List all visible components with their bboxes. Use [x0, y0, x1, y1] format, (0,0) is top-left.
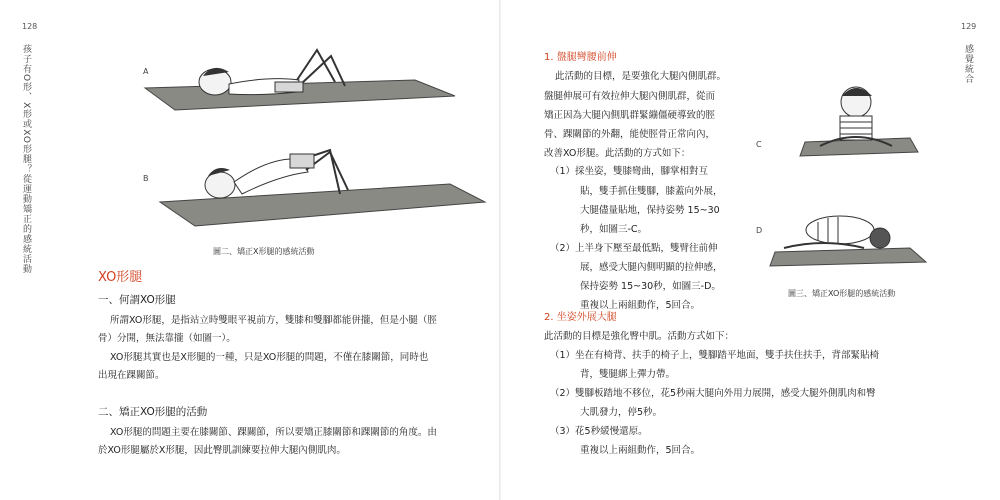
exercise-illustration-c — [800, 80, 920, 170]
figure-caption: 圖二、矯正X形腿的感統活動 — [213, 247, 315, 256]
right-page — [500, 0, 1000, 500]
paragraph-line: 骨、踝關節的外翻，能使脛骨正常向內， — [544, 129, 716, 140]
paragraph-line: 盤腿伸展可有效拉伸大腿內側肌群，從而 — [544, 91, 716, 102]
paragraph-line: XO形腿的問題主要在膝關節、踝關節，所以要矯正膝關節和踝關節的角度。由 — [110, 427, 437, 438]
figure-label-b: B — [143, 174, 149, 183]
step-line: 重複以上兩組動作，5回合。 — [580, 300, 701, 311]
step-line: 秒，如圖三-C。 — [580, 224, 648, 235]
step-line: 大腿儘量貼地，保持姿勢 15~30 — [580, 205, 720, 216]
figure-label-c: C — [756, 140, 762, 149]
figure-label-a: A — [143, 67, 149, 76]
step-line: （2）雙腳板踏地不移位，花5秒兩大腿向外用力展開，感受大腿外側肌肉和臀 — [550, 388, 876, 399]
step-line: （1）坐在有椅背、扶手的椅子上，雙腳踏平地面，雙手扶住扶手，背部緊貼椅 — [550, 350, 880, 361]
step-line: （3）花5秒緩慢還原。 — [550, 426, 648, 437]
section-title: XO形腿 — [98, 270, 143, 285]
page-number: 129 — [961, 22, 977, 31]
step-line: 重複以上兩組動作，5回合。 — [580, 445, 701, 456]
step-line: （1）採坐姿，雙膝彎曲，腳掌相對互 — [550, 166, 709, 177]
paragraph-line: 改善XO形腿。此活動的方式如下： — [544, 148, 691, 159]
step-line: 大肌發力，停5秒。 — [580, 407, 663, 418]
exercise-illustration-a — [125, 40, 465, 120]
paragraph-line: 所謂XO形腿，是指站立時雙眼平視前方，雙膝和雙腳都能併攏，但是小腿（脛 — [110, 315, 437, 326]
subsection-title-2: 2. 坐姿外展大腿 — [544, 312, 617, 323]
page-number: 128 — [22, 22, 38, 31]
figure-caption: 圖三、矯正XO形腿的感統活動 — [788, 289, 896, 298]
subsection-title-1: 1. 盤腿彎腰前伸 — [544, 52, 617, 63]
step-line: 保持姿勢 15~30秒，如圖三-D。 — [580, 281, 721, 292]
paragraph-line: XO形腿其實也是X形腿的一種，只是XO形腿的問題，不僅在膝關節，同時也 — [110, 352, 429, 363]
step-line: 背，雙腿綁上彈力帶。 — [580, 369, 676, 380]
exercise-illustration-b — [150, 130, 490, 230]
paragraph-line: 骨）分開，無法靠攏（如圖一）。 — [98, 333, 236, 344]
paragraph-line: 此活動的目標是強化臀中肌。活動方式如下： — [544, 331, 735, 342]
step-line: 展，感受大腿內側明顯的拉伸感， — [580, 262, 723, 273]
exercise-illustration-d — [770, 200, 930, 270]
heading-correction: 二、矯正XO形腿的活動 — [98, 406, 208, 418]
running-header: 感覺統合 — [963, 44, 973, 84]
heading-what-is: 一、何謂XO形腿 — [98, 294, 176, 306]
paragraph-line: 於XO形腿屬於X形腿，因此臀肌訓練要拉伸大腿內側肌肉。 — [98, 445, 346, 456]
running-header: 孩子有O形、X形或XO形腿？從運動矯正的感統活動 — [21, 44, 31, 274]
paragraph-line: 出現在踝關節。 — [98, 370, 165, 381]
paragraph-line: 此活動的目標，是要強化大腿內側肌群。 — [555, 71, 727, 82]
step-line: 貼，雙手抓住雙腳，膝蓋向外展， — [580, 186, 723, 197]
paragraph-line: 矯正因為大腿內側肌群緊繃僵硬導致的脛 — [544, 110, 716, 121]
step-line: （2）上半身下壓至最低點，雙臂往前伸 — [550, 243, 718, 254]
figure-label-d: D — [756, 226, 763, 235]
